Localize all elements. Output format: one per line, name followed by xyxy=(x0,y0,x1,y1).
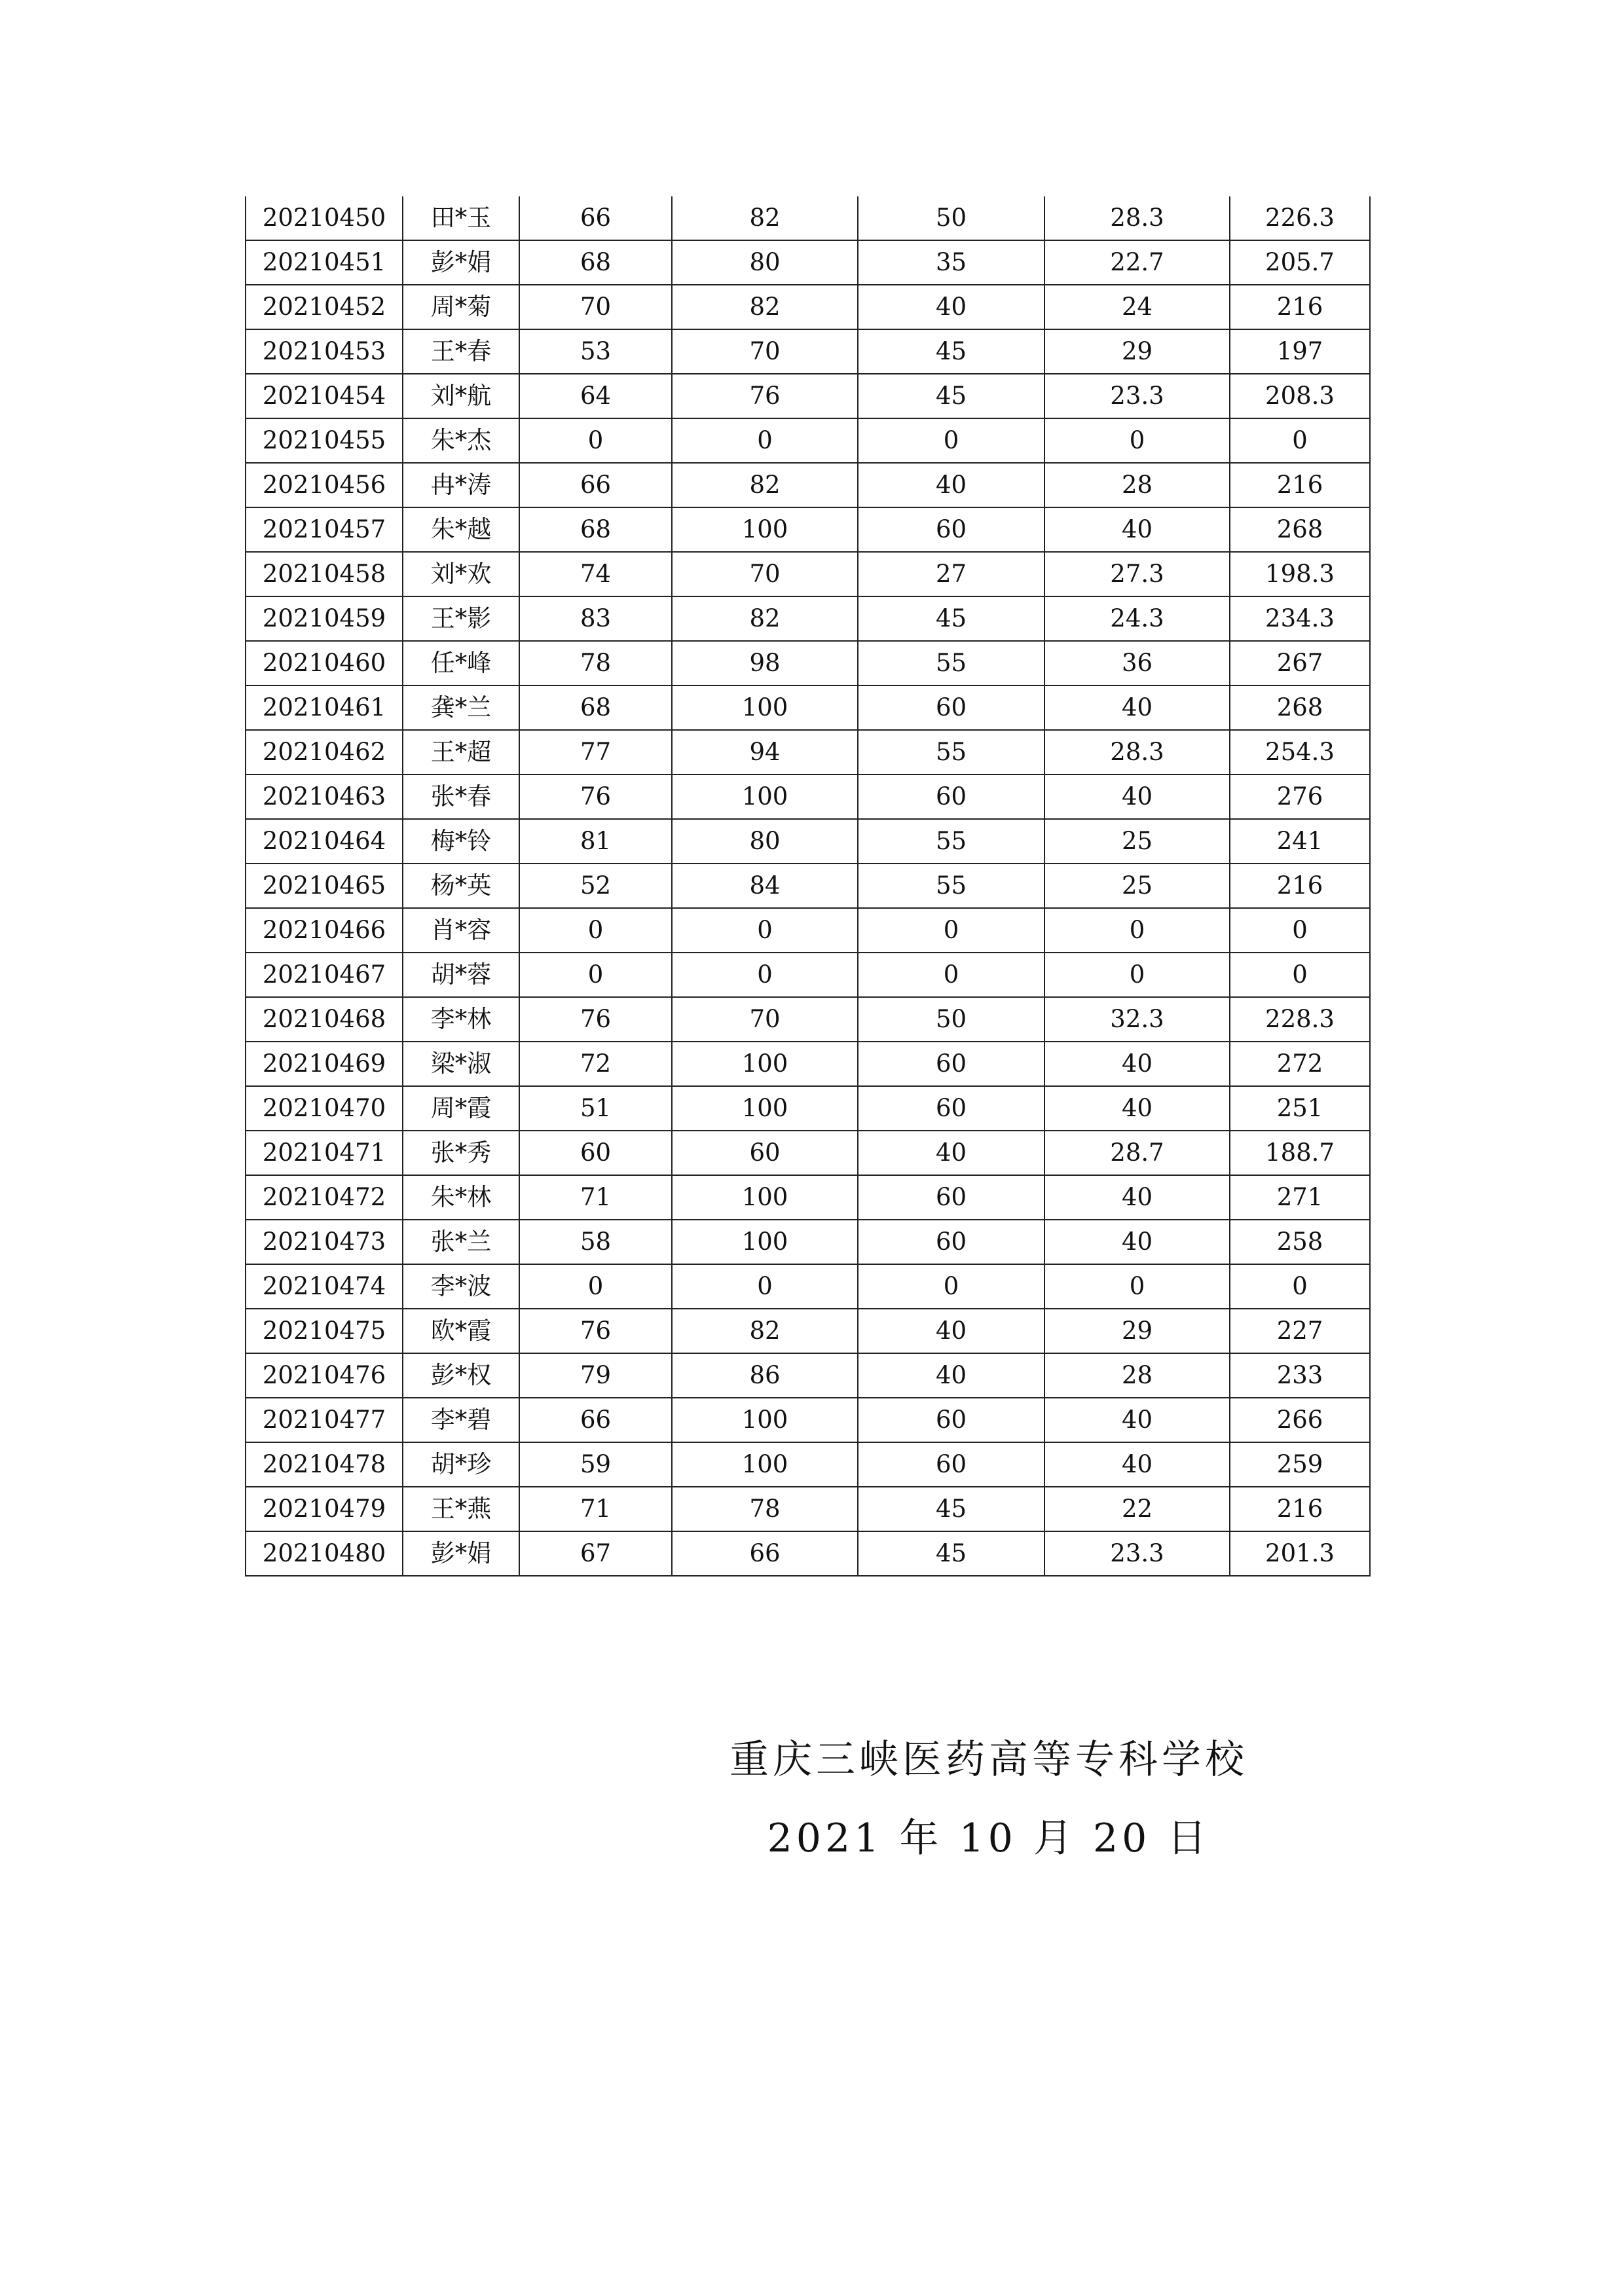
student-id-cell: 20210454 xyxy=(246,374,403,418)
total-score-cell: 216 xyxy=(1230,864,1370,908)
total-score-cell: 198.3 xyxy=(1230,552,1370,596)
student-name-cell: 胡*珍 xyxy=(403,1442,519,1487)
student-id-cell: 20210477 xyxy=(246,1398,403,1442)
score-cell: 94 xyxy=(672,730,858,774)
score-cell: 100 xyxy=(672,507,858,552)
score-cell: 0 xyxy=(858,908,1044,953)
table-row xyxy=(246,864,1370,908)
score-cell: 0 xyxy=(519,953,672,997)
total-score-cell: 271 xyxy=(1230,1175,1370,1220)
score-cell: 82 xyxy=(672,285,858,329)
table-row xyxy=(246,1442,1370,1487)
score-cell: 79 xyxy=(519,1353,672,1398)
table-row xyxy=(246,418,1370,463)
student-id-cell: 20210472 xyxy=(246,1175,403,1220)
score-cell: 60 xyxy=(858,1042,1044,1086)
score-cell: 78 xyxy=(672,1487,858,1531)
score-cell: 45 xyxy=(858,1531,1044,1576)
score-table-body xyxy=(246,196,1370,1576)
table-row xyxy=(246,997,1370,1042)
student-id-cell: 20210452 xyxy=(246,285,403,329)
student-id-cell: 20210455 xyxy=(246,418,403,463)
score-cell: 25 xyxy=(1044,864,1230,908)
score-cell: 0 xyxy=(672,953,858,997)
student-id-cell: 20210469 xyxy=(246,1042,403,1086)
total-score-cell: 205.7 xyxy=(1230,240,1370,285)
score-cell: 40 xyxy=(1044,1220,1230,1264)
score-cell: 45 xyxy=(858,1487,1044,1531)
score-cell: 0 xyxy=(519,418,672,463)
total-score-cell: 251 xyxy=(1230,1086,1370,1131)
score-cell: 45 xyxy=(858,596,1044,641)
student-name-cell: 肖*容 xyxy=(403,908,519,953)
score-cell: 28.7 xyxy=(1044,1131,1230,1175)
student-id-cell: 20210461 xyxy=(246,685,403,730)
total-score-cell: 254.3 xyxy=(1230,730,1370,774)
table-row xyxy=(246,329,1370,374)
score-cell: 0 xyxy=(672,418,858,463)
student-id-cell: 20210470 xyxy=(246,1086,403,1131)
student-id-cell: 20210463 xyxy=(246,774,403,819)
score-cell: 60 xyxy=(858,1175,1044,1220)
score-cell: 60 xyxy=(858,774,1044,819)
table-row xyxy=(246,507,1370,552)
score-cell: 82 xyxy=(672,1309,858,1353)
score-cell: 40 xyxy=(858,1131,1044,1175)
score-cell: 0 xyxy=(858,1264,1044,1309)
score-cell: 0 xyxy=(858,418,1044,463)
student-name-cell: 朱*杰 xyxy=(403,418,519,463)
score-cell: 40 xyxy=(1044,1398,1230,1442)
student-name-cell: 田*玉 xyxy=(403,196,519,240)
score-cell: 60 xyxy=(858,685,1044,730)
score-cell: 68 xyxy=(519,507,672,552)
score-cell: 35 xyxy=(858,240,1044,285)
total-score-cell: 208.3 xyxy=(1230,374,1370,418)
student-name-cell: 刘*航 xyxy=(403,374,519,418)
student-id-cell: 20210451 xyxy=(246,240,403,285)
student-name-cell: 梁*淑 xyxy=(403,1042,519,1086)
issue-date: 2021 年 10 月 20 日 xyxy=(767,1815,1211,1861)
table-row xyxy=(246,1175,1370,1220)
total-score-cell: 0 xyxy=(1230,418,1370,463)
score-cell: 60 xyxy=(519,1131,672,1175)
score-cell: 82 xyxy=(672,196,858,240)
student-name-cell: 彭*权 xyxy=(403,1353,519,1398)
student-id-cell: 20210468 xyxy=(246,997,403,1042)
student-name-cell: 李*波 xyxy=(403,1264,519,1309)
table-row xyxy=(246,1309,1370,1353)
student-name-cell: 朱*林 xyxy=(403,1175,519,1220)
student-id-cell: 20210476 xyxy=(246,1353,403,1398)
score-cell: 28 xyxy=(1044,463,1230,507)
score-cell: 68 xyxy=(519,240,672,285)
total-score-cell: 226.3 xyxy=(1230,196,1370,240)
score-cell: 27.3 xyxy=(1044,552,1230,596)
score-cell: 78 xyxy=(519,641,672,685)
total-score-cell: 276 xyxy=(1230,774,1370,819)
student-name-cell: 杨*英 xyxy=(403,864,519,908)
table-row xyxy=(246,1042,1370,1086)
score-cell: 55 xyxy=(858,641,1044,685)
score-cell: 98 xyxy=(672,641,858,685)
score-cell: 100 xyxy=(672,1398,858,1442)
score-cell: 36 xyxy=(1044,641,1230,685)
total-score-cell: 234.3 xyxy=(1230,596,1370,641)
student-name-cell: 王*燕 xyxy=(403,1487,519,1531)
score-cell: 70 xyxy=(672,997,858,1042)
score-cell: 72 xyxy=(519,1042,672,1086)
score-cell: 80 xyxy=(672,240,858,285)
student-name-cell: 彭*娟 xyxy=(403,240,519,285)
student-id-cell: 20210479 xyxy=(246,1487,403,1531)
student-name-cell: 朱*越 xyxy=(403,507,519,552)
student-name-cell: 胡*蓉 xyxy=(403,953,519,997)
score-cell: 0 xyxy=(858,953,1044,997)
table-row xyxy=(246,374,1370,418)
school-name: 重庆三峡医药高等专科学校 xyxy=(729,1737,1248,1783)
table-row xyxy=(246,1086,1370,1131)
student-name-cell: 王*超 xyxy=(403,730,519,774)
table-row xyxy=(246,774,1370,819)
score-cell: 100 xyxy=(672,1175,858,1220)
score-cell: 76 xyxy=(519,1309,672,1353)
student-name-cell: 张*兰 xyxy=(403,1220,519,1264)
score-cell: 28 xyxy=(1044,1353,1230,1398)
student-name-cell: 周*霞 xyxy=(403,1086,519,1131)
score-cell: 28.3 xyxy=(1044,196,1230,240)
score-cell: 22 xyxy=(1044,1487,1230,1531)
table-row xyxy=(246,953,1370,997)
score-cell: 53 xyxy=(519,329,672,374)
score-cell: 81 xyxy=(519,819,672,864)
student-name-cell: 周*菊 xyxy=(403,285,519,329)
score-cell: 0 xyxy=(519,1264,672,1309)
score-cell: 64 xyxy=(519,374,672,418)
table-row xyxy=(246,819,1370,864)
student-name-cell: 刘*欢 xyxy=(403,552,519,596)
score-table xyxy=(245,196,1371,1576)
score-cell: 100 xyxy=(672,685,858,730)
score-cell: 50 xyxy=(858,196,1044,240)
score-cell: 0 xyxy=(1044,953,1230,997)
score-cell: 60 xyxy=(858,1398,1044,1442)
score-cell: 76 xyxy=(672,374,858,418)
score-cell: 60 xyxy=(858,1442,1044,1487)
table-row xyxy=(246,685,1370,730)
table-row xyxy=(246,1220,1370,1264)
score-cell: 71 xyxy=(519,1487,672,1531)
student-id-cell: 20210475 xyxy=(246,1309,403,1353)
score-cell: 66 xyxy=(519,463,672,507)
total-score-cell: 188.7 xyxy=(1230,1131,1370,1175)
score-cell: 40 xyxy=(1044,774,1230,819)
student-name-cell: 梅*铃 xyxy=(403,819,519,864)
student-name-cell: 任*峰 xyxy=(403,641,519,685)
score-cell: 0 xyxy=(519,908,672,953)
student-name-cell: 李*林 xyxy=(403,997,519,1042)
student-id-cell: 20210466 xyxy=(246,908,403,953)
score-cell: 66 xyxy=(519,196,672,240)
total-score-cell: 201.3 xyxy=(1230,1531,1370,1576)
score-cell: 74 xyxy=(519,552,672,596)
score-cell: 70 xyxy=(672,552,858,596)
student-id-cell: 20210457 xyxy=(246,507,403,552)
score-cell: 24.3 xyxy=(1044,596,1230,641)
score-cell: 70 xyxy=(672,329,858,374)
table-row xyxy=(246,1264,1370,1309)
score-cell: 40 xyxy=(858,285,1044,329)
student-id-cell: 20210478 xyxy=(246,1442,403,1487)
total-score-cell: 197 xyxy=(1230,329,1370,374)
total-score-cell: 216 xyxy=(1230,1487,1370,1531)
table-row xyxy=(246,285,1370,329)
table-row xyxy=(246,730,1370,774)
student-name-cell: 龚*兰 xyxy=(403,685,519,730)
score-cell: 23.3 xyxy=(1044,1531,1230,1576)
score-cell: 40 xyxy=(1044,1042,1230,1086)
score-cell: 0 xyxy=(672,1264,858,1309)
score-cell: 25 xyxy=(1044,819,1230,864)
score-cell: 52 xyxy=(519,864,672,908)
score-cell: 82 xyxy=(672,596,858,641)
score-cell: 84 xyxy=(672,864,858,908)
score-cell: 60 xyxy=(858,1220,1044,1264)
student-name-cell: 冉*涛 xyxy=(403,463,519,507)
total-score-cell: 216 xyxy=(1230,463,1370,507)
student-id-cell: 20210460 xyxy=(246,641,403,685)
table-row xyxy=(246,1353,1370,1398)
score-cell: 40 xyxy=(858,463,1044,507)
student-id-cell: 20210462 xyxy=(246,730,403,774)
score-cell: 27 xyxy=(858,552,1044,596)
table-row xyxy=(246,463,1370,507)
score-cell: 28.3 xyxy=(1044,730,1230,774)
score-cell: 24 xyxy=(1044,285,1230,329)
score-cell: 50 xyxy=(858,997,1044,1042)
total-score-cell: 227 xyxy=(1230,1309,1370,1353)
score-cell: 66 xyxy=(519,1398,672,1442)
score-cell: 68 xyxy=(519,685,672,730)
student-name-cell: 张*秀 xyxy=(403,1131,519,1175)
student-id-cell: 20210480 xyxy=(246,1531,403,1576)
total-score-cell: 266 xyxy=(1230,1398,1370,1442)
score-cell: 100 xyxy=(672,1086,858,1131)
score-cell: 0 xyxy=(672,908,858,953)
score-cell: 83 xyxy=(519,596,672,641)
total-score-cell: 272 xyxy=(1230,1042,1370,1086)
table-row xyxy=(246,1398,1370,1442)
total-score-cell: 268 xyxy=(1230,507,1370,552)
score-cell: 70 xyxy=(519,285,672,329)
score-cell: 59 xyxy=(519,1442,672,1487)
score-cell: 76 xyxy=(519,997,672,1042)
student-id-cell: 20210453 xyxy=(246,329,403,374)
table-row xyxy=(246,196,1370,240)
total-score-cell: 233 xyxy=(1230,1353,1370,1398)
student-id-cell: 20210471 xyxy=(246,1131,403,1175)
score-cell: 100 xyxy=(672,1220,858,1264)
student-id-cell: 20210464 xyxy=(246,819,403,864)
total-score-cell: 268 xyxy=(1230,685,1370,730)
score-cell: 40 xyxy=(1044,685,1230,730)
table-row xyxy=(246,552,1370,596)
score-cell: 58 xyxy=(519,1220,672,1264)
score-cell: 23.3 xyxy=(1044,374,1230,418)
score-cell: 40 xyxy=(858,1309,1044,1353)
table-row xyxy=(246,240,1370,285)
total-score-cell: 267 xyxy=(1230,641,1370,685)
table-row xyxy=(246,908,1370,953)
score-cell: 77 xyxy=(519,730,672,774)
score-cell: 82 xyxy=(672,463,858,507)
student-name-cell: 李*碧 xyxy=(403,1398,519,1442)
score-cell: 100 xyxy=(672,1442,858,1487)
total-score-cell: 241 xyxy=(1230,819,1370,864)
student-id-cell: 20210467 xyxy=(246,953,403,997)
score-cell: 40 xyxy=(1044,1175,1230,1220)
table-row xyxy=(246,1531,1370,1576)
student-name-cell: 欧*霞 xyxy=(403,1309,519,1353)
score-cell: 45 xyxy=(858,329,1044,374)
score-cell: 45 xyxy=(858,374,1044,418)
total-score-cell: 259 xyxy=(1230,1442,1370,1487)
student-id-cell: 20210474 xyxy=(246,1264,403,1309)
total-score-cell: 0 xyxy=(1230,1264,1370,1309)
score-cell: 100 xyxy=(672,1042,858,1086)
total-score-cell: 258 xyxy=(1230,1220,1370,1264)
student-id-cell: 20210459 xyxy=(246,596,403,641)
score-cell: 29 xyxy=(1044,329,1230,374)
score-cell: 40 xyxy=(1044,1086,1230,1131)
table-row xyxy=(246,641,1370,685)
score-cell: 40 xyxy=(1044,1442,1230,1487)
student-id-cell: 20210465 xyxy=(246,864,403,908)
score-cell: 55 xyxy=(858,819,1044,864)
score-cell: 67 xyxy=(519,1531,672,1576)
student-id-cell: 20210473 xyxy=(246,1220,403,1264)
total-score-cell: 216 xyxy=(1230,285,1370,329)
score-cell: 0 xyxy=(1044,908,1230,953)
score-cell: 76 xyxy=(519,774,672,819)
student-name-cell: 王*春 xyxy=(403,329,519,374)
score-cell: 66 xyxy=(672,1531,858,1576)
student-id-cell: 20210456 xyxy=(246,463,403,507)
student-id-cell: 20210458 xyxy=(246,552,403,596)
total-score-cell: 0 xyxy=(1230,953,1370,997)
score-cell: 32.3 xyxy=(1044,997,1230,1042)
score-cell: 71 xyxy=(519,1175,672,1220)
table-row xyxy=(246,596,1370,641)
score-cell: 40 xyxy=(1044,507,1230,552)
score-cell: 60 xyxy=(858,1086,1044,1131)
score-cell: 55 xyxy=(858,730,1044,774)
student-name-cell: 彭*娟 xyxy=(403,1531,519,1576)
student-name-cell: 张*春 xyxy=(403,774,519,819)
score-cell: 80 xyxy=(672,819,858,864)
student-id-cell: 20210450 xyxy=(246,196,403,240)
table-row xyxy=(246,1131,1370,1175)
score-cell: 0 xyxy=(1044,1264,1230,1309)
score-cell: 0 xyxy=(1044,418,1230,463)
score-cell: 40 xyxy=(858,1353,1044,1398)
score-cell: 100 xyxy=(672,774,858,819)
student-name-cell: 王*影 xyxy=(403,596,519,641)
total-score-cell: 0 xyxy=(1230,908,1370,953)
total-score-cell: 228.3 xyxy=(1230,997,1370,1042)
score-cell: 86 xyxy=(672,1353,858,1398)
score-cell: 22.7 xyxy=(1044,240,1230,285)
table-row xyxy=(246,1487,1370,1531)
score-cell: 29 xyxy=(1044,1309,1230,1353)
score-cell: 60 xyxy=(672,1131,858,1175)
score-cell: 60 xyxy=(858,507,1044,552)
score-cell: 55 xyxy=(858,864,1044,908)
score-cell: 51 xyxy=(519,1086,672,1131)
